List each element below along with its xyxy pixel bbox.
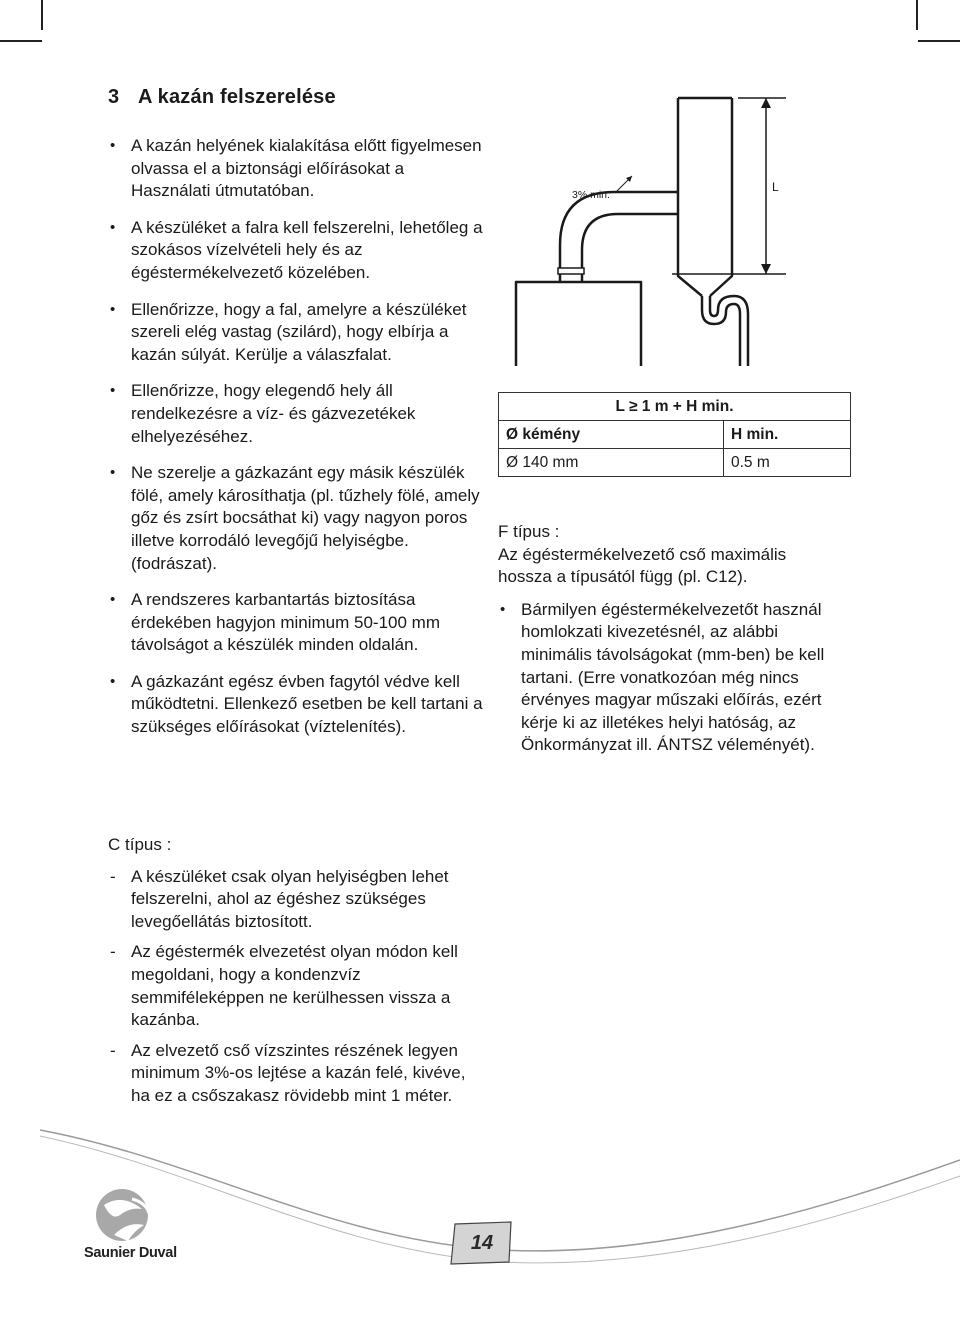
page-number: 14 bbox=[470, 1232, 494, 1254]
list-item: - Az elvezető cső vízszintes részének legyen minimum 3%-os lejtése a kazán felé, kivéve, ha ez a csőszakasz rövidebb mint 1 méter. bbox=[108, 1040, 488, 1108]
crop-mark bbox=[0, 40, 42, 42]
brand-name: Saunier Duval bbox=[84, 1245, 177, 1261]
c-type-section bbox=[108, 834, 488, 1116]
page-number-badge bbox=[447, 1218, 517, 1273]
chimney-left bbox=[678, 98, 702, 296]
spec-header: L ≥ 1 m + H min. bbox=[499, 393, 851, 421]
crop-mark bbox=[41, 0, 43, 30]
pipe-collar bbox=[558, 268, 584, 274]
c-type-label: C típus : bbox=[108, 835, 172, 854]
section-title: A kazán felszerelése bbox=[138, 86, 336, 108]
chimney-right bbox=[710, 98, 732, 296]
c-type-list bbox=[108, 866, 488, 1108]
condensate-trap bbox=[702, 296, 740, 366]
boiler-outline bbox=[516, 282, 641, 366]
left-column bbox=[108, 135, 488, 753]
list-item: - A készüléket csak olyan helyiségben lehet felszerelni, ahol az égéshez szükséges levegőellátás biztosított. bbox=[108, 866, 488, 934]
spec-col1-header: Ø kémény bbox=[499, 421, 724, 449]
dimension-arrow-top bbox=[761, 98, 771, 108]
list-item: - Az égéstermék elvezetést olyan módon kell megoldani, hogy a kondenzvíz semmiféleképpen ne kerülhessen vissza a kazánba. bbox=[108, 941, 488, 1031]
list-item: • A készüléket a falra kell felszerelni, lehetőleg a szokásos vízelvételi hely és az égéstermékelvezető közelében. bbox=[108, 217, 488, 285]
f-type-label: F típus : bbox=[498, 522, 560, 541]
flue-diagram bbox=[496, 80, 816, 370]
list-item: • A rendszeres karbantartás biztosítása érdekében hagyjon minimum 50-100 mm távolságot a készülék minden oldalán. bbox=[108, 589, 488, 657]
f-type-text: Az égéstermékelvezető cső maximális hossza a típusától függ (pl. C12). bbox=[498, 544, 787, 587]
spec-table bbox=[498, 392, 851, 477]
brand-logo bbox=[84, 1185, 194, 1275]
spec-col2-header: H min. bbox=[724, 421, 851, 449]
spec-col2-value: 0.5 m bbox=[724, 449, 851, 477]
dimension-arrow-bottom bbox=[761, 264, 771, 274]
crop-mark bbox=[918, 40, 960, 42]
f-type-list bbox=[498, 599, 838, 757]
spec-col1-value: Ø 140 mm bbox=[499, 449, 724, 477]
slope-label: 3% min. bbox=[572, 189, 610, 201]
list-item: • Ellenőrizze, hogy a fal, amelyre a készüléket szereli elég vastag (szilárd), hogy elbírja a kazán súlyát. Kerülje a válaszfalat. bbox=[108, 299, 488, 367]
length-label: L bbox=[772, 180, 779, 194]
requirements-list bbox=[108, 135, 488, 739]
crop-mark bbox=[916, 0, 918, 30]
list-item: • Ellenőrizze, hogy elegendő hely áll rendelkezésre a víz- és gázvezetékek elhelyezéséhez. bbox=[108, 380, 488, 448]
section-number: 3 bbox=[108, 86, 120, 108]
right-column bbox=[498, 521, 838, 771]
flue-pipe-inner bbox=[582, 214, 678, 282]
list-item: • A kazán helyének kialakítása előtt figyelmesen olvassa el a biztonsági előírásokat a Használati útmutatóban. bbox=[108, 135, 488, 203]
list-item: • Ne szerelje a gázkazánt egy másik készülék fölé, amely károsíthatja (pl. tűzhely fölé, amely gőz és zsírt bocsáthat ki) vagy nagyon poros illetve korrodáló levegőjű helyiségbe. (fodrászat). bbox=[108, 462, 488, 575]
section-heading bbox=[108, 86, 336, 109]
list-item: • Bármilyen égéstermékelvezetőt használ homlokzati kivezetésnél, az alábbi minimális távolságokat (mm-ben) be kell tartani. (Erre vonatkozóan még nincs érvényes magyar műszaki előírás, ezért kérje ki az illetékes helyi hatóság, az Önkormányzat ill. ÁNTSZ véleményét). bbox=[498, 599, 838, 757]
list-item: • A gázkazánt egész évben fagytól védve kell működtetni. Ellenkező esetben be kell tartani a szükséges előírásokat (víztelenítés). bbox=[108, 671, 488, 739]
